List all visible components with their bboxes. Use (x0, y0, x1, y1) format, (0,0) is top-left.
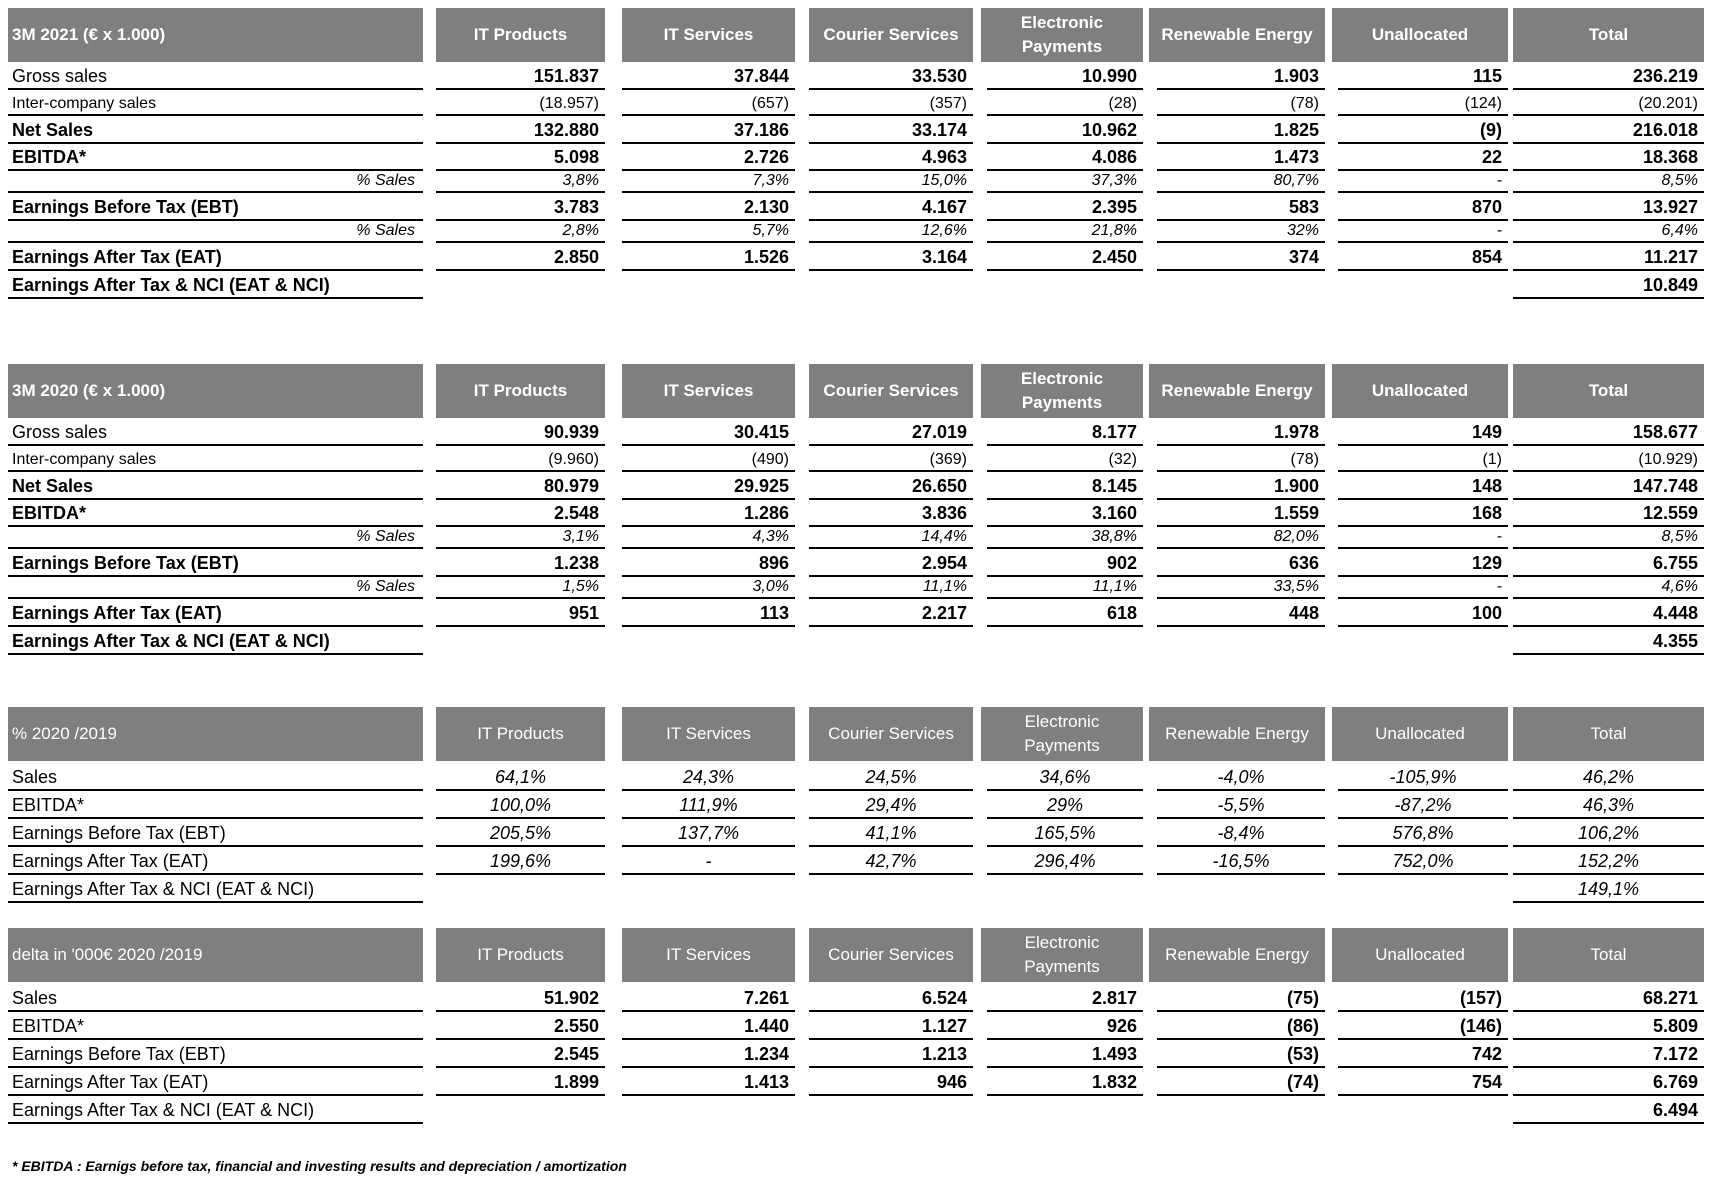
column-header: Unallocated (1332, 364, 1508, 418)
table-cell: 152,2% (1513, 847, 1704, 875)
table-cell: 1.493 (987, 1040, 1143, 1068)
table-row (8, 193, 1712, 221)
table-cell: 111,9% (622, 791, 795, 819)
table-cell: 2.548 (436, 500, 605, 527)
table-cell: 7.172 (1513, 1040, 1704, 1068)
table-cell: (53) (1157, 1040, 1325, 1068)
column-header: Courier Services (809, 8, 973, 62)
row-label: Earnings After Tax & NCI (EAT & NCI) (8, 1096, 423, 1124)
table-cell: 3,8% (436, 171, 605, 193)
table-cell: 1.900 (1157, 472, 1325, 500)
column-header: IT Services (622, 364, 795, 418)
table-cell: 205,5% (436, 819, 605, 847)
column-header: IT Services (622, 8, 795, 62)
table-cell: -5,5% (1157, 791, 1325, 819)
column-header: Renewable Energy (1149, 707, 1325, 761)
table-cell: 3,1% (436, 527, 605, 549)
row-label: EBITDA* (8, 500, 423, 527)
table-cell: (78) (1157, 90, 1325, 116)
table-cell: 147.748 (1513, 472, 1704, 500)
table-cell: (157) (1338, 984, 1508, 1012)
table-cell: 10.962 (987, 116, 1143, 144)
table-cell: 33.174 (809, 116, 973, 144)
table-cell: 149,1% (1513, 875, 1704, 903)
table-cell: 100,0% (436, 791, 605, 819)
table-cell: 870 (1338, 193, 1508, 221)
table-cell: 1.238 (436, 549, 605, 577)
table-cell: 6.769 (1513, 1068, 1704, 1096)
table-row (8, 875, 1712, 903)
table-cell: 3.836 (809, 500, 973, 527)
table-row (8, 527, 1712, 549)
table-cell: 4.167 (809, 193, 973, 221)
row-label: Earnings After Tax (EAT) (8, 599, 423, 627)
row-label: Earnings Before Tax (EBT) (8, 549, 423, 577)
table-cell: 10.990 (987, 64, 1143, 90)
table-cell: 1,5% (436, 577, 605, 599)
table-cell: 11.217 (1513, 243, 1704, 271)
table-cell: 4.086 (987, 144, 1143, 171)
row-label: % Sales (8, 577, 423, 599)
table-cell: 1.286 (622, 500, 795, 527)
table-row (8, 791, 1712, 819)
table-cell: 236.219 (1513, 64, 1704, 90)
table-cell: 4.448 (1513, 599, 1704, 627)
column-header: IT Products (436, 928, 605, 982)
table-cell: (32) (987, 446, 1143, 472)
row-label: Sales (8, 763, 423, 791)
table-cell: 742 (1338, 1040, 1508, 1068)
column-header: Renewable Energy (1149, 928, 1325, 982)
table-row (8, 64, 1712, 90)
table-cell: 1.832 (987, 1068, 1143, 1096)
table-cell: (9) (1338, 116, 1508, 144)
table-cell: 448 (1157, 599, 1325, 627)
row-label: Net Sales (8, 472, 423, 500)
column-header: Total (1513, 928, 1704, 982)
row-label: Gross sales (8, 64, 423, 90)
table-cell: 24,3% (622, 763, 795, 791)
column-header: IT Products (436, 8, 605, 62)
table-title: % 2020 /2019 (8, 707, 423, 761)
table-cell: 6.755 (1513, 549, 1704, 577)
table-cell: 296,4% (987, 847, 1143, 875)
table-cell: 80.979 (436, 472, 605, 500)
table-cell: 2.817 (987, 984, 1143, 1012)
table-row (8, 549, 1712, 577)
table-cell: 854 (1338, 243, 1508, 271)
table-row (8, 847, 1712, 875)
table-cell: 100 (1338, 599, 1508, 627)
table-cell: 4.963 (809, 144, 973, 171)
table-cell: 636 (1157, 549, 1325, 577)
table-cell: 37.844 (622, 64, 795, 90)
table-cell: 51.902 (436, 984, 605, 1012)
table-cell: (124) (1338, 90, 1508, 116)
table-cell: 896 (622, 549, 795, 577)
table-cell: 46,3% (1513, 791, 1704, 819)
table-cell: 2.954 (809, 549, 973, 577)
table-cell: 12,6% (809, 221, 973, 243)
table-cell: 21,8% (987, 221, 1143, 243)
table-cell: 754 (1338, 1068, 1508, 1096)
table-cell: 1.234 (622, 1040, 795, 1068)
table-cell: 2.850 (436, 243, 605, 271)
table-cell: -8,4% (1157, 819, 1325, 847)
table-cell: 41,1% (809, 819, 973, 847)
table-cell: 3,0% (622, 577, 795, 599)
row-label: Earnings Before Tax (EBT) (8, 819, 423, 847)
table-cell: 576,8% (1338, 819, 1508, 847)
table-cell: 2,8% (436, 221, 605, 243)
table-cell: 3.160 (987, 500, 1143, 527)
table-cell: - (1338, 527, 1508, 549)
column-header: Total (1513, 8, 1704, 62)
table-cell: -105,9% (1338, 763, 1508, 791)
row-label: EBITDA* (8, 144, 423, 171)
table-cell: 80,7% (1157, 171, 1325, 193)
table-cell: 149 (1338, 420, 1508, 446)
table-cell: 6.524 (809, 984, 973, 1012)
table-cell: 137,7% (622, 819, 795, 847)
table-cell: 10.849 (1513, 271, 1704, 299)
table-cell: 2.130 (622, 193, 795, 221)
table-cell: 168 (1338, 500, 1508, 527)
table-cell: 27.019 (809, 420, 973, 446)
table-cell: 216.018 (1513, 116, 1704, 144)
table-cell: 618 (987, 599, 1143, 627)
table-cell: 32% (1157, 221, 1325, 243)
table-cell: 6.494 (1513, 1096, 1704, 1124)
table-cell: 902 (987, 549, 1143, 577)
table-title: delta in '000€ 2020 /2019 (8, 928, 423, 982)
column-header: Unallocated (1332, 707, 1508, 761)
table-row (8, 1096, 1712, 1124)
table-cell: 90.939 (436, 420, 605, 446)
row-label: Earnings After Tax (EAT) (8, 1068, 423, 1096)
table-row (8, 1068, 1712, 1096)
table-row (8, 1012, 1712, 1040)
table-cell: 113 (622, 599, 795, 627)
table-cell: 33.530 (809, 64, 973, 90)
table-row (8, 90, 1712, 116)
column-header: IT Products (436, 364, 605, 418)
column-header: Unallocated (1332, 928, 1508, 982)
table-cell: 37,3% (987, 171, 1143, 193)
table-row (8, 819, 1712, 847)
table-cell: 68.271 (1513, 984, 1704, 1012)
table-cell: 1.213 (809, 1040, 973, 1068)
table-cell: 106,2% (1513, 819, 1704, 847)
table-row (8, 446, 1712, 472)
table-cell: 2.450 (987, 243, 1143, 271)
row-label: Earnings After Tax & NCI (EAT & NCI) (8, 875, 423, 903)
table-cell: -4,0% (1157, 763, 1325, 791)
row-label: Earnings After Tax (EAT) (8, 847, 423, 875)
table-cell: -87,2% (1338, 791, 1508, 819)
table-cell: 946 (809, 1068, 973, 1096)
table-cell: 5.809 (1513, 1012, 1704, 1040)
table-cell: (18.957) (436, 90, 605, 116)
table-cell: (357) (809, 90, 973, 116)
table-cell: 18.368 (1513, 144, 1704, 171)
table-row (8, 420, 1712, 446)
table-cell: 29% (987, 791, 1143, 819)
table-cell: -16,5% (1157, 847, 1325, 875)
table-cell: 34,6% (987, 763, 1143, 791)
table-row (8, 116, 1712, 144)
ebitda-footnote: * EBITDA : Earnigs before tax, financial and investing results and depreciation / amortization (12, 1158, 627, 1174)
table-row (8, 984, 1712, 1012)
row-label: % Sales (8, 221, 423, 243)
row-label: EBITDA* (8, 1012, 423, 1040)
table-row (8, 500, 1712, 527)
table-cell: 5,7% (622, 221, 795, 243)
column-header: Electronic Payments (981, 364, 1143, 418)
table-cell: 1.559 (1157, 500, 1325, 527)
table-cell: - (622, 847, 795, 875)
column-header: Unallocated (1332, 8, 1508, 62)
table-cell: 151.837 (436, 64, 605, 90)
table-cell: 6,4% (1513, 221, 1704, 243)
table-cell: (490) (622, 446, 795, 472)
table-cell: 4,3% (622, 527, 795, 549)
table-cell: 1.127 (809, 1012, 973, 1040)
table-cell: 8,5% (1513, 171, 1704, 193)
table-cell: 583 (1157, 193, 1325, 221)
table-row (8, 144, 1712, 171)
table-cell: 1.978 (1157, 420, 1325, 446)
table-cell: 2.395 (987, 193, 1143, 221)
table-cell: 752,0% (1338, 847, 1508, 875)
row-label: Earnings After Tax & NCI (EAT & NCI) (8, 271, 423, 299)
table-row (8, 221, 1712, 243)
table-row (8, 171, 1712, 193)
table-cell: 1.825 (1157, 116, 1325, 144)
table-cell: 22 (1338, 144, 1508, 171)
column-header: Electronic Payments (981, 707, 1143, 761)
table-cell: 13.927 (1513, 193, 1704, 221)
table-row (8, 243, 1712, 271)
column-header: Electronic Payments (981, 8, 1143, 62)
table-cell: (9.960) (436, 446, 605, 472)
table-title: 3M 2020 (€ x 1.000) (8, 364, 423, 418)
row-label: EBITDA* (8, 791, 423, 819)
table-cell: (74) (1157, 1068, 1325, 1096)
row-label: % Sales (8, 171, 423, 193)
table-cell: 1.413 (622, 1068, 795, 1096)
table-cell: 42,7% (809, 847, 973, 875)
table-cell: 33,5% (1157, 577, 1325, 599)
table-cell: 7.261 (622, 984, 795, 1012)
table-cell: 11,1% (809, 577, 973, 599)
table-cell: (369) (809, 446, 973, 472)
row-label: Earnings Before Tax (EBT) (8, 1040, 423, 1068)
table-cell: 374 (1157, 243, 1325, 271)
column-header: IT Services (622, 928, 795, 982)
table-row (8, 472, 1712, 500)
table-row (8, 577, 1712, 599)
table-cell: 11,1% (987, 577, 1143, 599)
table-cell: 37.186 (622, 116, 795, 144)
table-cell: 30.415 (622, 420, 795, 446)
table-cell: 3.164 (809, 243, 973, 271)
table-title: 3M 2021 (€ x 1.000) (8, 8, 423, 62)
row-label: % Sales (8, 527, 423, 549)
table-cell: 64,1% (436, 763, 605, 791)
table-cell: 158.677 (1513, 420, 1704, 446)
table-cell: 24,5% (809, 763, 973, 791)
table-cell: 8.145 (987, 472, 1143, 500)
table-cell: 129 (1338, 549, 1508, 577)
table-cell: 165,5% (987, 819, 1143, 847)
table-cell: (146) (1338, 1012, 1508, 1040)
column-header: Renewable Energy (1149, 8, 1325, 62)
table-cell: (657) (622, 90, 795, 116)
column-header: Total (1513, 364, 1704, 418)
table-cell: 1.899 (436, 1068, 605, 1096)
table-cell: (75) (1157, 984, 1325, 1012)
table-cell: 1.526 (622, 243, 795, 271)
column-header: Renewable Energy (1149, 364, 1325, 418)
table-row (8, 627, 1712, 655)
table-cell: 8,5% (1513, 527, 1704, 549)
row-label: Earnings After Tax (EAT) (8, 243, 423, 271)
table-cell: 46,2% (1513, 763, 1704, 791)
table-cell: 1.440 (622, 1012, 795, 1040)
column-header: Courier Services (809, 364, 973, 418)
table-cell: - (1338, 171, 1508, 193)
table-row (8, 763, 1712, 791)
table-cell: 2.550 (436, 1012, 605, 1040)
table-cell: 38,8% (987, 527, 1143, 549)
table-cell: 148 (1338, 472, 1508, 500)
row-label: Earnings After Tax & NCI (EAT & NCI) (8, 627, 423, 655)
table-cell: 5.098 (436, 144, 605, 171)
table-cell: 132.880 (436, 116, 605, 144)
table-cell: 8.177 (987, 420, 1143, 446)
table-cell: 7,3% (622, 171, 795, 193)
table-cell: (20.201) (1513, 90, 1704, 116)
row-label: Earnings Before Tax (EBT) (8, 193, 423, 221)
table-cell: (1) (1338, 446, 1508, 472)
table-cell: 2.726 (622, 144, 795, 171)
table-cell: 15,0% (809, 171, 973, 193)
table-cell: 82,0% (1157, 527, 1325, 549)
table-cell: 14,4% (809, 527, 973, 549)
table-cell: 26.650 (809, 472, 973, 500)
table-cell: (86) (1157, 1012, 1325, 1040)
table-cell: 29,4% (809, 791, 973, 819)
row-label: Gross sales (8, 420, 423, 446)
table-cell: 3.783 (436, 193, 605, 221)
table-cell: 1.903 (1157, 64, 1325, 90)
table-cell: 2.545 (436, 1040, 605, 1068)
table-cell: (10.929) (1513, 446, 1704, 472)
row-label: Inter-company sales (8, 446, 423, 472)
row-label: Sales (8, 984, 423, 1012)
table-cell: 4.355 (1513, 627, 1704, 655)
table-cell: 2.217 (809, 599, 973, 627)
table-cell: - (1338, 577, 1508, 599)
column-header: IT Services (622, 707, 795, 761)
table-cell: 951 (436, 599, 605, 627)
table-cell: 926 (987, 1012, 1143, 1040)
table-cell: 12.559 (1513, 500, 1704, 527)
table-row (8, 1040, 1712, 1068)
table-cell: 199,6% (436, 847, 605, 875)
table-cell: 29.925 (622, 472, 795, 500)
row-label: Net Sales (8, 116, 423, 144)
table-cell: 4,6% (1513, 577, 1704, 599)
row-label: Inter-company sales (8, 90, 423, 116)
table-cell: 1.473 (1157, 144, 1325, 171)
table-cell: (28) (987, 90, 1143, 116)
column-header: Total (1513, 707, 1704, 761)
column-header: Courier Services (809, 928, 973, 982)
table-row (8, 599, 1712, 627)
column-header: IT Products (436, 707, 605, 761)
table-cell: - (1338, 221, 1508, 243)
table-cell: (78) (1157, 446, 1325, 472)
table-row (8, 271, 1712, 299)
column-header: Courier Services (809, 707, 973, 761)
column-header: Electronic Payments (981, 928, 1143, 982)
table-cell: 115 (1338, 64, 1508, 90)
